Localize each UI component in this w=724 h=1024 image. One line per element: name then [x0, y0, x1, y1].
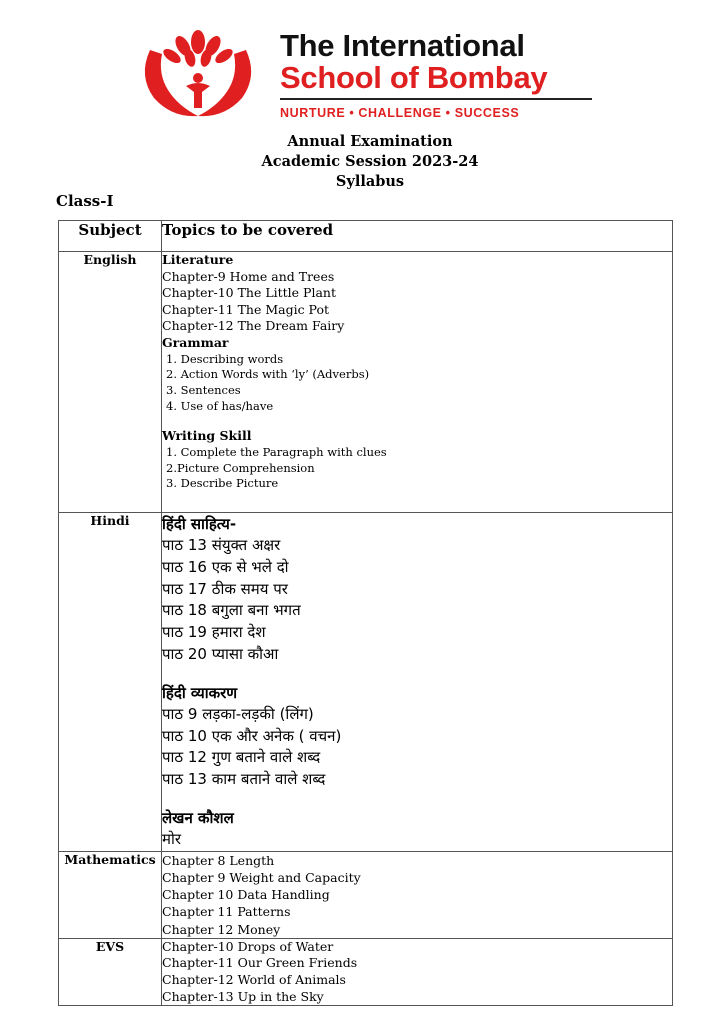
list-item: Chapter 12 Money [162, 921, 281, 937]
list-item: पाठ 13 संयुक्त अक्षर [162, 536, 281, 554]
list-item: पाठ 16 एक से भले दो [162, 557, 289, 576]
list-item: पाठ 18 बगुला बना भगत [162, 601, 301, 620]
table-row-mathematics [59, 851, 673, 938]
school-name [280, 30, 547, 94]
subject-cell-english: English [59, 252, 162, 513]
school-name-line1: The International [280, 28, 525, 63]
list-item: 2.Picture Comprehension [166, 460, 315, 475]
subject-cell-evs: EVS [59, 938, 162, 1005]
list-item: पाठ 19 हमारा देश [162, 623, 266, 642]
topics-cell-hindi [162, 513, 673, 852]
session-title: Academic Session 2023-24 [261, 153, 479, 170]
list-item: 1. Complete the Paragraph with clues [166, 444, 387, 459]
list-item: पाठ 13 काम बताने वाले शब्द [162, 770, 326, 789]
list-item: Chapter 9 Weight and Capacity [162, 869, 361, 885]
list-item: पाठ 12 गुण बताने वाले शब्द [162, 748, 321, 767]
lotus-hands-logo [128, 28, 268, 122]
list-item: Chapter-11 Our Green Friends [162, 955, 358, 971]
tagline-divider [280, 98, 592, 100]
list-item: 3. Sentences [166, 382, 241, 397]
subject-cell-hindi: Hindi [59, 513, 162, 852]
table-header-row [59, 221, 673, 252]
english-writing-heading: Writing Skill [162, 428, 252, 444]
list-item: Chapter-9 Home and Trees [162, 268, 335, 284]
list-item: 4. Use of has/have [166, 398, 274, 413]
school-header [128, 28, 608, 128]
exam-title: Annual Examination [287, 133, 453, 150]
subject-column-header: Subject [59, 221, 162, 252]
school-tagline: NURTURE • CHALLENGE • SUCCESS [280, 106, 520, 120]
topics-cell-mathematics [162, 851, 673, 938]
table-row-hindi [59, 513, 673, 852]
list-item: 3. Describe Picture [166, 476, 279, 491]
list-item: Chapter 10 Data Handling [162, 887, 330, 903]
english-literature-heading: Literature [162, 252, 234, 267]
list-item: पाठ 10 एक और अनेक ( वचन) [162, 726, 342, 745]
topics-cell-english [162, 252, 673, 513]
list-item: Chapter-10 The Little Plant [162, 285, 336, 301]
hindi-vyakaran-heading: हिंदी व्याकरण [162, 683, 238, 702]
spacer [162, 666, 672, 682]
list-item: Chapter-12 World of Animals [162, 971, 346, 987]
topics-cell-evs [162, 938, 673, 1005]
list-item: Chapter-10 Drops of Water [162, 938, 334, 954]
hindi-lekhan-heading: लेखन कौशल [162, 808, 234, 827]
syllabus-table [58, 220, 673, 1006]
list-item: Chapter-11 The Magic Pot [162, 301, 330, 317]
list-item: पाठ 17 ठीक समय पर [162, 579, 288, 598]
topics-column-header: Topics to be covered [162, 221, 673, 252]
class-label: Class-I [56, 192, 114, 210]
list-item: Chapter 8 Length [162, 852, 275, 868]
spacer [162, 414, 672, 428]
table-row-evs [59, 938, 673, 1005]
document-title [0, 132, 724, 192]
syllabus-title: Syllabus [335, 173, 405, 190]
school-name-line2: School of Bombay [280, 60, 548, 95]
english-grammar-heading: Grammar [162, 334, 229, 350]
list-item: Chapter 11 Patterns [162, 904, 291, 920]
list-item: पाठ 9 लड़का-लड़की (लिंग) [162, 704, 314, 723]
spacer [162, 791, 672, 807]
table-row-english [59, 252, 673, 513]
hindi-sahitya-heading: हिंदी साहित्य- [162, 515, 237, 533]
list-item: मोर [162, 829, 181, 848]
subject-cell-mathematics: Mathematics [59, 851, 162, 938]
list-item: Chapter-13 Up in the Sky [162, 988, 324, 1004]
list-item: पाठ 20 प्यासा कौआ [162, 644, 279, 663]
list-item: Chapter-12 The Dream Fairy [162, 318, 345, 334]
list-item: 1. Describing words [166, 351, 284, 366]
list-item: 2. Action Words with ‘ly’ (Adverbs) [166, 367, 370, 382]
